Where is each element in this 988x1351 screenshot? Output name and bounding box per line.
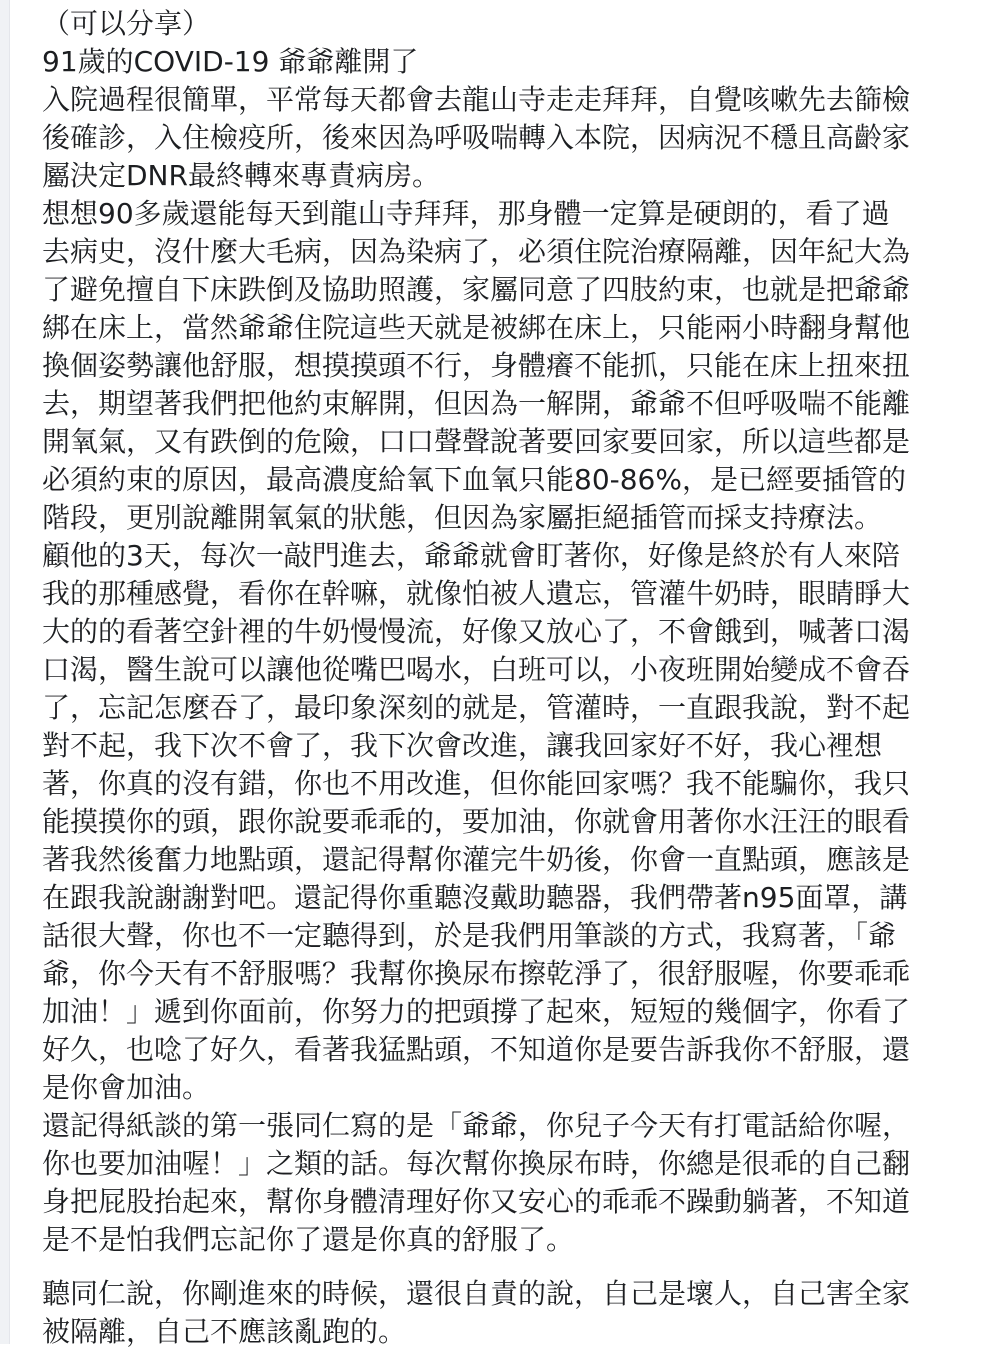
- text-line: 在跟我說謝謝對吧。還記得你重聽沒戴助聽器，我們帶著n95面罩，講: [42, 881, 908, 914]
- text-line: 去，期望著我們把他約束解開，但因為一解開，爺爺不但呼吸喘不能離: [42, 387, 911, 420]
- left-page-edge: [0, 0, 10, 1344]
- text-line: 聽同仁說，你剛進來的時候，還很自責的說，自己是壞人，自己害全家: [42, 1277, 911, 1310]
- text-line: 大的的看著空針裡的牛奶慢慢流，好像又放心了，不會餓到，喊著口渴: [42, 615, 911, 648]
- text-line: 你也要加油喔！」之類的話。每次幫你換尿布時，你總是很乖的自己翻: [42, 1147, 911, 1180]
- text-line: 口渴，醫生說可以讓他從嘴巴喝水，白班可以，小夜班開始變成不會吞: [42, 653, 911, 686]
- text-line: 爺，你今天有不舒服嗎？我幫你換尿布擦乾淨了，很舒服喔，你要乖乖: [42, 957, 911, 990]
- text-line: 對不起，我下次不會了，我下次會改進，讓我回家好不好，我心裡想: [42, 729, 883, 762]
- text-line: 階段，更別說離開氧氣的狀態，但因為家屬拒絕插管而採支持療法。: [42, 501, 883, 534]
- text-line: 著，你真的沒有錯，你也不用改進，但你能回家嗎？我不能騙你，我只: [42, 767, 911, 800]
- text-line: 91歲的COVID-19 爺爺離開了: [42, 45, 419, 78]
- post-paragraph: [42, 537, 977, 1107]
- post-body: [42, 5, 977, 1351]
- post-paragraph: [42, 1275, 977, 1351]
- text-line: 是不是怕我們忘記你了還是你真的舒服了。: [42, 1223, 575, 1256]
- text-line: 必須約束的原因，最高濃度給氧下血氧只能80-86%，是已經要插管的: [42, 463, 906, 496]
- text-line: 我的那種感覺，看你在幹嘛，就像怕被人遺忘，管灌牛奶時，眼睛睜大: [42, 577, 911, 610]
- paragraph-gap: [42, 1259, 977, 1275]
- text-line: 換個姿勢讓他舒服，想摸摸頭不行，身體癢不能抓，只能在床上扭來扭: [42, 349, 911, 382]
- text-line: 想想90多歲還能每天到龍山寺拜拜，那身體一定算是硬朗的，看了過: [42, 197, 890, 230]
- text-line: 入院過程很簡單，平常每天都會去龍山寺走走拜拜，自覺咳嗽先去篩檢: [42, 83, 911, 116]
- text-line: 了避免擅自下床跌倒及協助照護，家屬同意了四肢約束，也就是把爺爺: [42, 273, 911, 306]
- post-paragraph: [42, 43, 977, 81]
- text-line: 能摸摸你的頭，跟你說要乖乖的，要加油，你就會用著你水汪汪的眼看: [42, 805, 911, 838]
- text-line: 了，忘記怎麼吞了，最印象深刻的就是，管灌時，一直跟我說，對不起: [42, 691, 911, 724]
- text-line: 綁在床上，當然爺爺住院這些天就是被綁在床上，只能兩小時翻身幫他: [42, 311, 911, 344]
- text-line: 話很大聲，你也不一定聽得到，於是我們用筆談的方式，我寫著，「爺: [42, 919, 897, 952]
- post-paragraph: [42, 195, 977, 537]
- text-line: 屬決定DNR最終轉來專責病房。: [42, 159, 440, 192]
- text-line: 後確診，入住檢疫所，後來因為呼吸喘轉入本院，因病況不穩且高齡家: [42, 121, 911, 154]
- text-line: 開氧氣，又有跌倒的危險，口口聲聲說著要回家要回家，所以這些都是: [42, 425, 911, 458]
- text-line: 被隔離，自己不應該亂跑的。: [42, 1315, 407, 1348]
- text-line: 是你會加油。: [42, 1071, 211, 1104]
- text-line: 好久，也唸了好久，看著我猛點頭，不知道你是要告訴我你不舒服，還: [42, 1033, 911, 1066]
- text-line: （可以分享）: [42, 7, 211, 40]
- post-paragraph: [42, 81, 977, 195]
- text-line: 還記得紙談的第一張同仁寫的是「爺爺，你兒子今天有打電話給你喔，: [42, 1109, 911, 1142]
- text-line: 身把屁股抬起來，幫你身體清理好你又安心的乖乖不躁動躺著，不知道: [42, 1185, 911, 1218]
- text-line: 著我然後奮力地點頭，還記得幫你灌完牛奶後，你會一直點頭，應該是: [42, 843, 911, 876]
- post-paragraph: [42, 5, 977, 43]
- post-paragraph: [42, 1107, 977, 1259]
- text-line: 顧他的3天，每次一敲門進去，爺爺就會盯著你，好像是終於有人來陪: [42, 539, 900, 572]
- text-line: 去病史，沒什麼大毛病，因為染病了，必須住院治療隔離，因年紀大為: [42, 235, 911, 268]
- text-line: 加油！」遞到你面前，你努力的把頭撐了起來，短短的幾個字，你看了: [42, 995, 911, 1028]
